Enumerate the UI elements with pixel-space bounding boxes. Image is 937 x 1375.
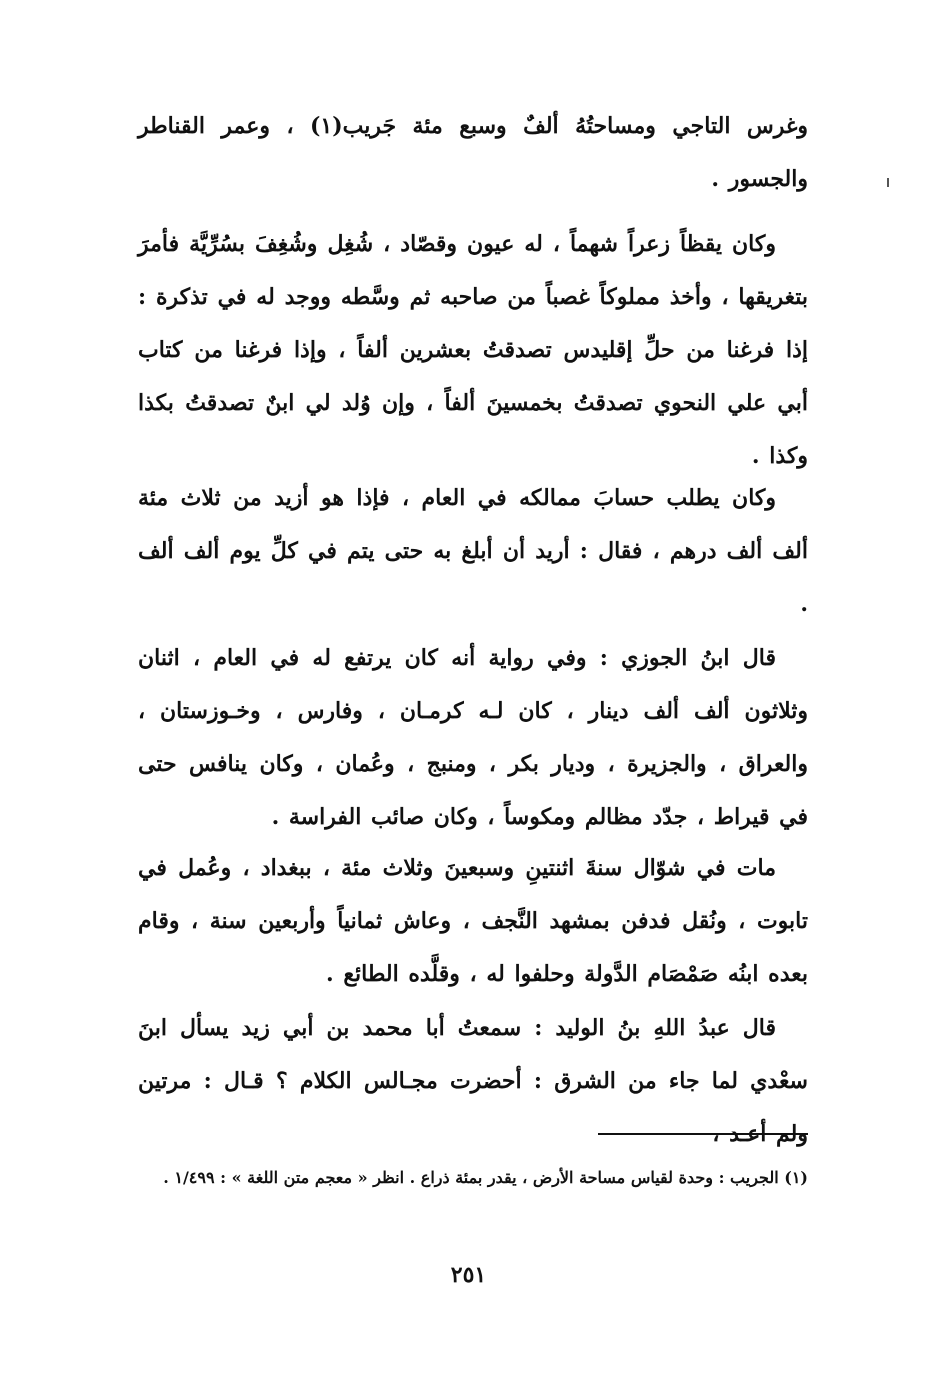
body-text-part-5	[138, 1002, 808, 1161]
footnote: (١) الجريب : وحدة لقياس مساحة الأرض ، يقدر بمئة ذراع . انظر « معجم متن اللغة » : ١/٤٩٩ .	[163, 1168, 808, 1187]
footnote-divider	[598, 1133, 808, 1135]
paragraph-2: وكان يقظاً زعراً شهماً ، له عيون وقصّاد ، شُغِل وشُغِفَ بسُرِّيَّة فأمرَ بتغريقها ، وأخذ مملوكاً غصباً من صاحبه ثم وسَّطه ووجد له في تذكرة : إذا فرغنا من حلِّ إقليدس تصدقتُ بعشرين ألفاً ، وإذا فرغنا من كتاب أبي علي النحوي تصدقتُ بخمسينَ ألفاً ، وإن وُلد لي ابنٌ تصدقتُ بكذا وكذا .	[138, 231, 808, 469]
paragraph-3: وكان يطلب حسابَ ممالكه في العام ، فإذا هو أزيد من ثلاث مئة ألف ألف درهم ، فقال : أريد أن أبلغ به حتى يتم في كلِّ يوم ألف ألف .	[138, 485, 808, 617]
body-text-part-2	[138, 472, 808, 631]
paragraph-1: وغرس التاجي ومساحتُهُ ألفٌ وسبع مئة جَريب(١) ، وعمر القناطر والجسور .	[138, 113, 809, 192]
body-text-part-1	[138, 100, 808, 483]
paragraph-6: قال عبدُ اللهِ بنُ الوليد : سمعتُ أبا محمد بن أبي زيد يسأل ابنَ سعْدي لما جاء من الشرق : أحضرت مجـالس الكلام ؟ قـال : مرتين ولم أعـد ،	[138, 1015, 808, 1147]
paragraph-5: مات في شوّال سنةَ اثنتينِ وسبعينَ وثلاث مئة ، ببغداد ، وعُمل في تابوت ، ونُقل فدفن بمشهد النَّجف ، وعاش ثمانياً وأربعين سنة ، وقام بعده ابنُه صَمْصَام الدَّولة وحلفوا له ، وقلَّده الطائع .	[138, 855, 808, 987]
body-text-part-3	[138, 632, 808, 844]
scan-speck	[887, 178, 889, 187]
body-text-part-4	[138, 842, 808, 1001]
paragraph-4: قال ابنُ الجوزي : وفي رواية أنه كان يرتفع له في العام ، اثنان وثلاثون ألف ألف دينار ، كان لـه كرمـان ، وفارس ، وخـوزستان ، والعراق ، والجزيرة ، وديار بكر ، ومنبج ، وعُمان ، وكان ينافس حتى في قيراط ، جدّد مظالم ومكوساً ، وكان صائب الفراسة .	[138, 645, 808, 830]
page-number: ٢٥١	[450, 1262, 487, 1288]
